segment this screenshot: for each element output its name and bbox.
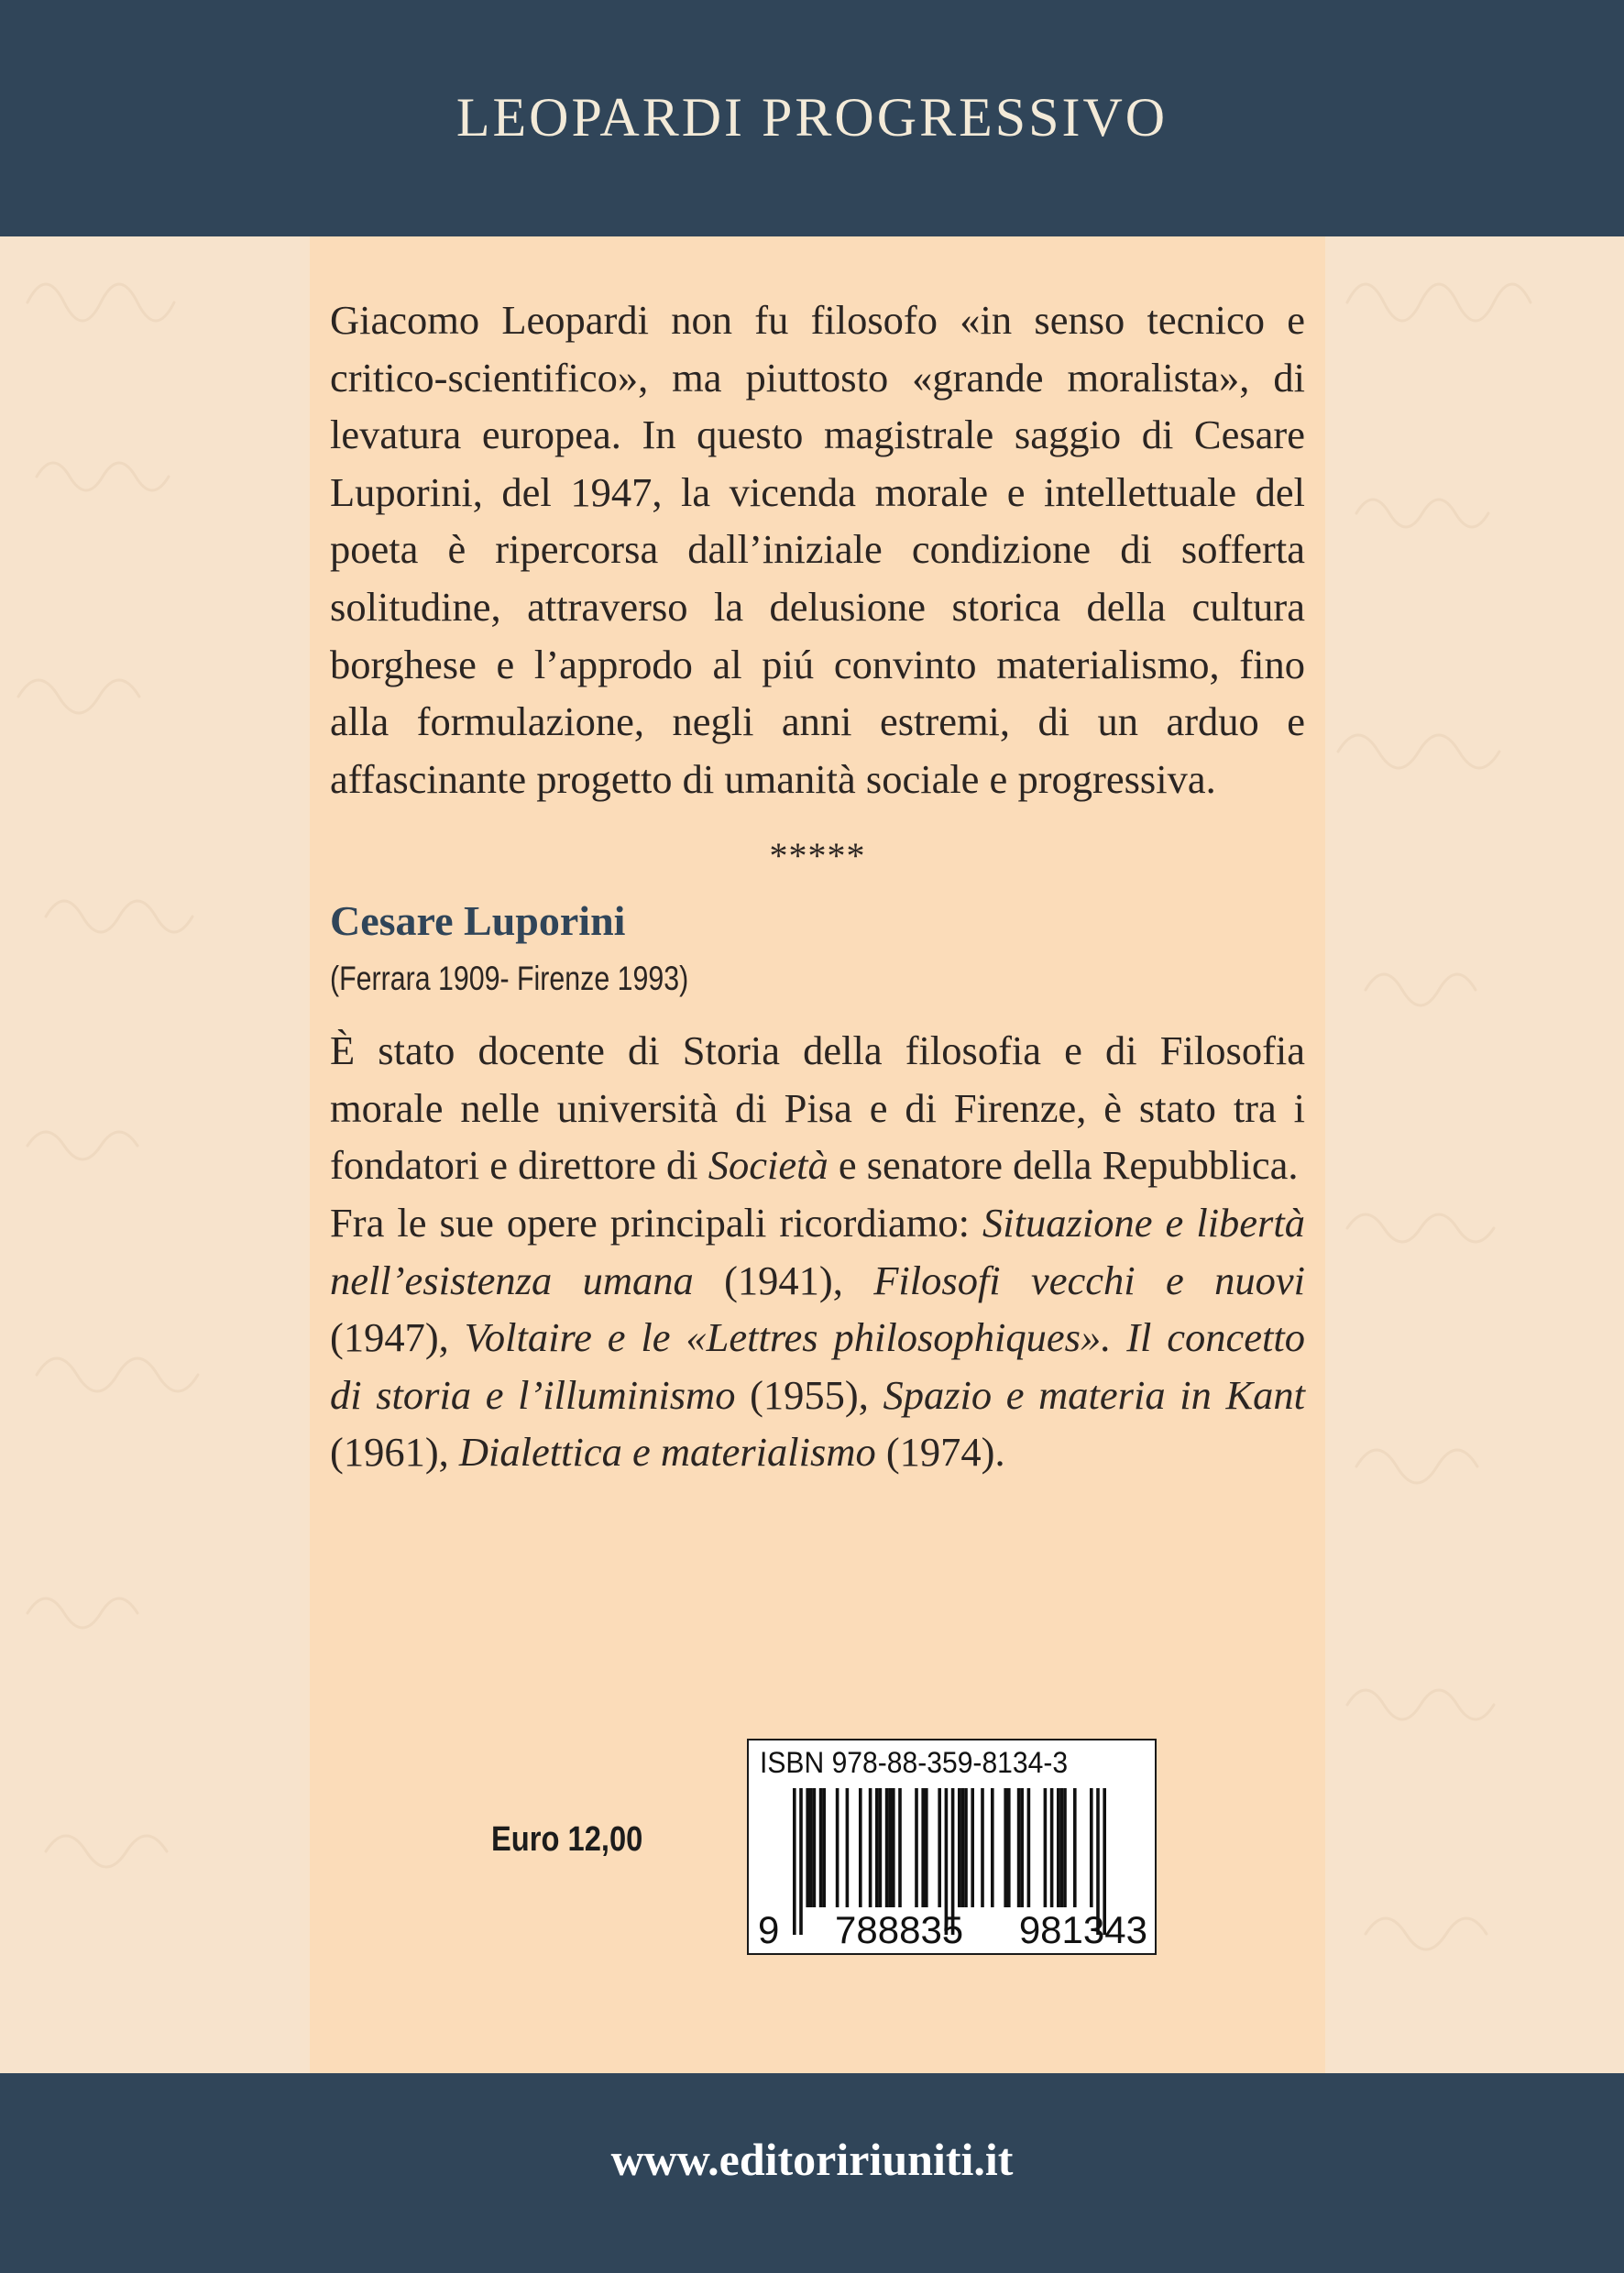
barcode-bar bbox=[938, 1788, 941, 1907]
separator: ***** bbox=[769, 835, 866, 877]
barcode-bar bbox=[925, 1788, 928, 1907]
barcode-bar bbox=[879, 1788, 883, 1907]
work-title: Voltaire e le «Lettres philosophiques». Il concetto di storia e l’illuminismo bbox=[330, 1314, 1305, 1418]
barcode-bar bbox=[921, 1788, 925, 1907]
work-title: Filosofi vecchi e nuovi bbox=[873, 1257, 1305, 1303]
barcode-bar bbox=[915, 1788, 918, 1907]
author-dates: (Ferrara 1909- Firenze 1993) bbox=[330, 959, 689, 997]
barcode-bar bbox=[1050, 1788, 1054, 1907]
barcode-bar bbox=[1020, 1788, 1024, 1907]
isbn-barcode bbox=[747, 1739, 1157, 1955]
work-title: Spazio e materia in Kant bbox=[883, 1371, 1305, 1418]
barcode-bar bbox=[1060, 1788, 1064, 1907]
barcode-bar bbox=[898, 1788, 902, 1907]
barcode-bar bbox=[1090, 1788, 1093, 1907]
work-title: Situazione e libertà nell’esistenza umana bbox=[330, 1199, 1305, 1303]
intro-paragraph: Giacomo Leopardi non fu filosofo «in senso tecnico e critico-scientifico», ma piuttosto «grande moralista», di levatura europea. In questo magistrale saggio di Cesare Luporini, del 1947, la vicenda morale e intellettuale del poeta è ripercorsa dall’iniziale condizione di sofferta solitudine, attraverso la delusione storica della cultura borghese e l’approdo al piú convinto materialismo, fino alla formulazione, negli anni estremi, di un arduo e affascinante progetto di umanità sociale e progressiva. bbox=[330, 297, 1305, 802]
barcode-bar bbox=[1044, 1788, 1048, 1907]
price-label: Euro 12,00 bbox=[491, 1820, 643, 1859]
barcode-bar bbox=[885, 1788, 889, 1907]
journal-title: Società bbox=[708, 1142, 828, 1189]
publisher-url: www.editoririuniti.it bbox=[610, 2134, 1014, 2185]
barcode-bar bbox=[819, 1788, 823, 1907]
author-name: Cesare Luporini bbox=[330, 896, 626, 944]
barcode-bar bbox=[958, 1788, 961, 1907]
barcode-digit-group: 9 bbox=[758, 1908, 780, 1951]
barcode-bar bbox=[1073, 1788, 1077, 1907]
footer-band bbox=[0, 2073, 1624, 2273]
barcode-bar bbox=[869, 1788, 872, 1907]
barcode-bar bbox=[809, 1788, 813, 1907]
barcode-digit-group: 788835 bbox=[835, 1908, 964, 1951]
barcode-bar bbox=[859, 1788, 862, 1907]
barcode-bar bbox=[1007, 1788, 1011, 1907]
barcode-bar bbox=[1017, 1788, 1021, 1907]
barcode-bar bbox=[888, 1788, 892, 1907]
barcode-digits bbox=[758, 1908, 1147, 1952]
author-bio: È stato docente di Storia della filosofia e di Filosofia morale nelle università di Pisa e di Firenze, è stato tra i fondatori e direttore di Società e senatore della Repubblica. bbox=[330, 1027, 1305, 1189]
barcode-digit-group: 981343 bbox=[1018, 1908, 1147, 1951]
barcode-bar bbox=[981, 1788, 984, 1907]
barcode-bar bbox=[1027, 1788, 1031, 1907]
barcode-bar bbox=[806, 1788, 809, 1907]
barcode-bar bbox=[971, 1788, 974, 1907]
barcode-bar bbox=[964, 1788, 968, 1907]
barcode-bar bbox=[1063, 1788, 1067, 1907]
barcode-bar bbox=[822, 1788, 826, 1907]
barcode-bar bbox=[961, 1788, 965, 1907]
barcode-bar bbox=[892, 1788, 895, 1907]
barcode-bar bbox=[846, 1788, 850, 1907]
header-band bbox=[0, 0, 1624, 236]
barcode-bar bbox=[875, 1788, 879, 1907]
isbn-text: ISBN 978-88-359-8134-3 bbox=[760, 1746, 1069, 1779]
back-cover-text bbox=[330, 291, 1305, 1481]
barcode-bar bbox=[1057, 1788, 1060, 1907]
work-title: Dialettica e materialismo bbox=[458, 1429, 876, 1476]
barcode-bar bbox=[836, 1788, 839, 1907]
barcode-bar bbox=[991, 1788, 994, 1907]
barcode-bar bbox=[1004, 1788, 1007, 1907]
barcode-bar bbox=[813, 1788, 817, 1907]
works-list: Fra le sue opere principali ricordiamo: Situazione e libertà nell’esistenza umana (1941), Filosofi vecchi e nuovi (1947), Voltaire e le «Lettres philosophiques». Il concetto di storia e l’illuminismo (1955), Spazio e materia in Kant (1961), Dialettica e materialismo (1974). bbox=[330, 1199, 1305, 1476]
series-title: LEOPARDI PROGRESSIVO bbox=[455, 86, 1169, 148]
